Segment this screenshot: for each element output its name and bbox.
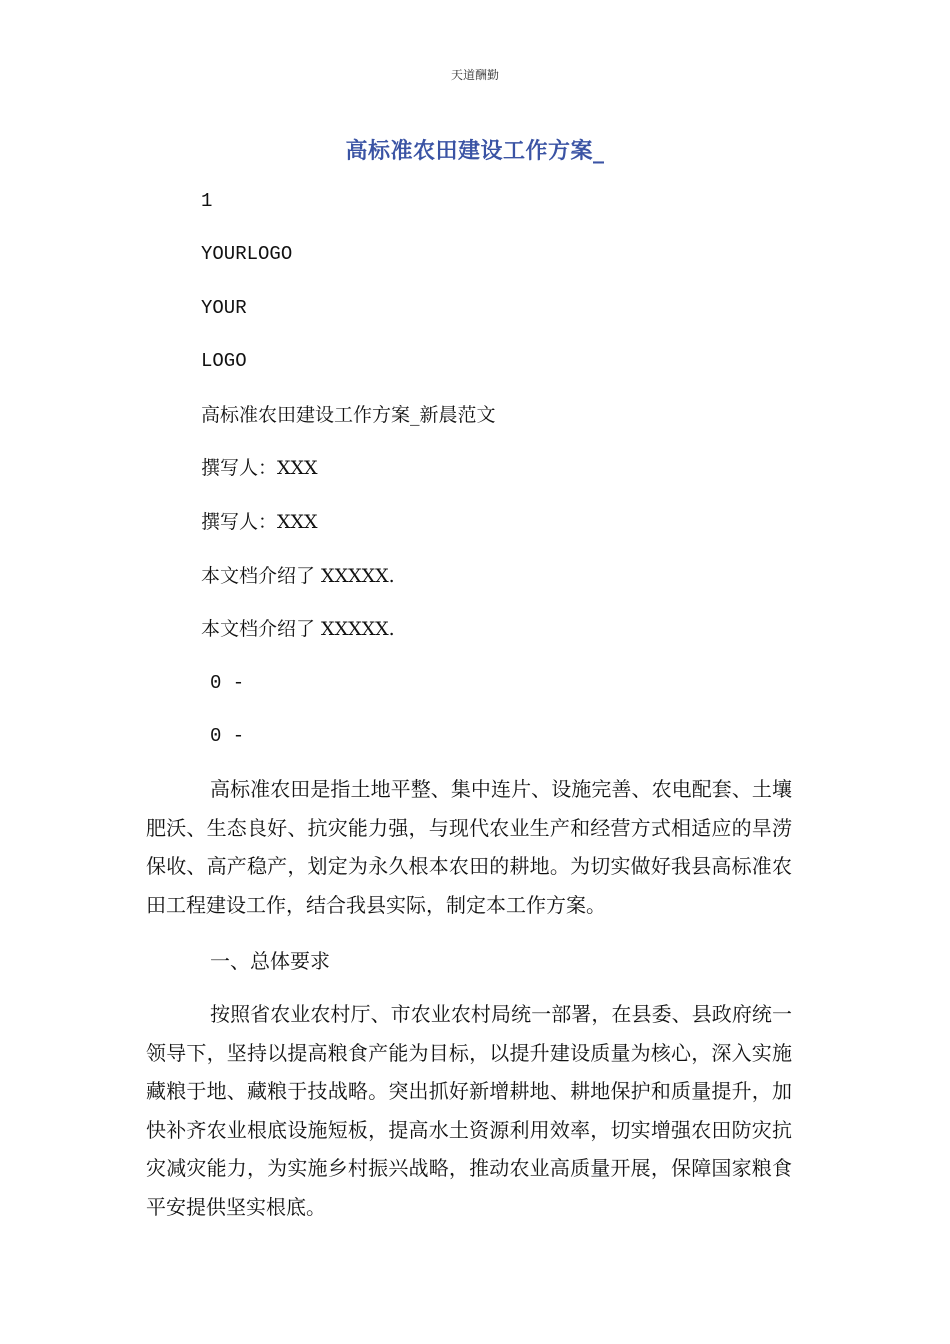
cover-line-author-2: 撰写人：XXX — [201, 511, 318, 533]
cover-line-page-number: 1 — [201, 190, 213, 212]
cover-line-your: YOUR — [201, 297, 247, 319]
cover-line-intro: 本文档介绍了 XXXXX. — [201, 565, 395, 587]
cover-line-zero: 0 - — [210, 672, 245, 694]
cover-line-author: 撰写人：XXX — [201, 457, 318, 479]
cover-line-zero-2: 0 - — [210, 725, 245, 747]
cover-line-logo: YOURLOGO — [201, 243, 293, 265]
document-title: 高标准农田建设工作方案_ — [345, 139, 605, 164]
section-paragraph: 按照省农业农村厅、市农业农村局统一部署，在县委、县政府统一领导下，坚持以提高粮食产能为目标，以提升建设质量为核心，深入实施藏粮于地、藏粮于技战略。突出抓好新增耕地、耕地保护和质量提升，加快补齐农业根底设施短板，提高水土资源利用效率，切实增强农田防灾抗灾减灾能力，为实施乡村振兴战略，推动农业高质量开展，保障国家粮食平安提供坚实根底。 — [146, 1002, 792, 1219]
page-header: 天道酬勤 — [450, 68, 499, 82]
cover-line-intro-2: 本文档介绍了 XXXXX. — [201, 618, 395, 640]
intro-paragraph: 高标准农田是指土地平整、集中连片、设施完善、农电配套、土壤肥沃、生态良好、抗灾能力强，与现代农业生产和经营方式相适应的旱涝保收、高产稳产，划定为永久根本农田的耕地。为切实做好我县高标准农田工程建设工作，结合我县实际，制定本工作方案。 — [146, 777, 792, 917]
cover-line-logo-2: LOGO — [201, 350, 247, 372]
section-heading: 一、总体要求 — [210, 949, 330, 973]
cover-line-doc-title: 高标准农田建设工作方案_新晨范文 — [201, 404, 496, 426]
